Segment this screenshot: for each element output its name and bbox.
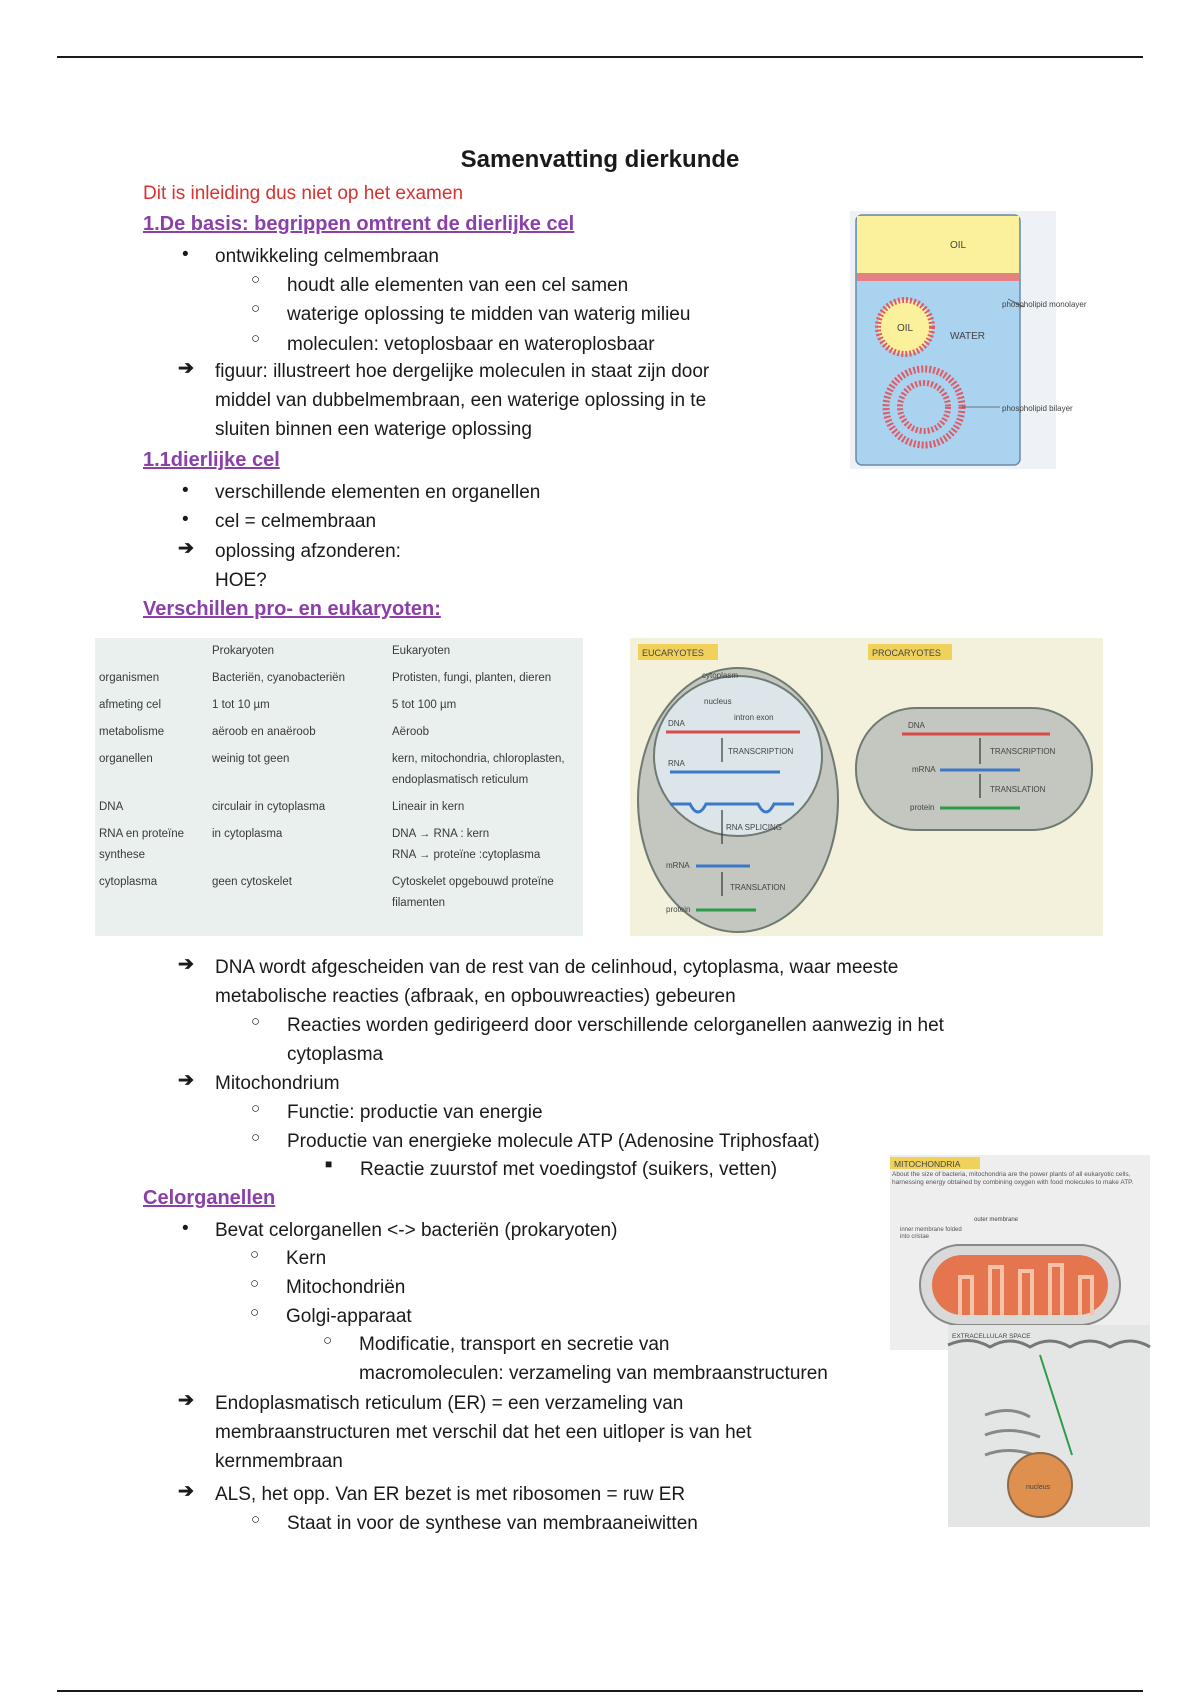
bottom-rule <box>57 1690 1143 1692</box>
text-line: HOE? <box>215 570 267 591</box>
text-line: middel van dubbelmembraan, een waterige oplossing in te <box>215 390 707 411</box>
circle-bullet: ○ <box>251 300 261 317</box>
bullet-dot: • <box>182 480 189 501</box>
arrow-text <box>215 357 795 444</box>
arrow-icon: ➔ <box>178 1070 194 1091</box>
circle-bullet: ○ <box>250 1275 260 1292</box>
text-line: kernmembraan <box>215 1451 343 1472</box>
rna-label: RNA <box>668 759 685 768</box>
mitochondria-figure <box>890 1155 1150 1527</box>
arrow-text: Mitochondrium <box>215 1073 340 1094</box>
monolayer-band <box>857 273 1019 281</box>
monolayer-label: phospholipid monolayer <box>1002 300 1087 309</box>
bilayer-label: phospholipid bilayer <box>1002 404 1073 413</box>
water-label: WATER <box>950 331 985 342</box>
page-title: Samenvatting dierkunde <box>460 146 740 173</box>
cells-diagram <box>630 638 1103 936</box>
sub-sub-bullet-text <box>359 1330 828 1388</box>
table-row <box>95 794 583 821</box>
square-bullet: ■ <box>325 1157 333 1171</box>
text-line: metabolische reacties (afbraak, en opbouwreacties) gebeuren <box>215 986 736 1007</box>
circle-bullet: ○ <box>251 1100 261 1117</box>
arrow-icon: ➔ <box>178 954 194 975</box>
arrow-icon: ➔ <box>178 1390 194 1411</box>
table-row <box>95 869 583 917</box>
table-cell <box>388 821 583 869</box>
euk-label: EUCARYOTES <box>642 648 704 658</box>
bullet-dot: • <box>182 1218 189 1239</box>
extracellular-label: EXTRACELLULAR SPACE <box>952 1333 1031 1340</box>
nucleus <box>654 676 822 836</box>
membrane-figure <box>850 211 1087 469</box>
table-cell: circulair in cytoplasma <box>212 801 326 813</box>
sub-bullet-text: Mitochondriën <box>286 1277 406 1298</box>
mitochondria-diagram <box>890 1155 1150 1527</box>
arrow-text <box>215 1389 752 1476</box>
text-line: membraanstructuren met verschil dat het een uitloper is van het <box>215 1422 752 1443</box>
p-mrna-label: mRNA <box>912 765 936 774</box>
text-line: sluiten binnen een waterige oplossing <box>215 419 532 440</box>
cell-line: DNA → RNA : kern <box>392 828 490 840</box>
cytoplasm-label: cytoplasm <box>702 671 739 680</box>
sub-bullet-text: waterige oplossing te midden van waterig milieu <box>287 304 691 325</box>
text-line: Modificatie, transport en secretie van <box>359 1334 670 1355</box>
table-header: Eukaryoten <box>392 645 451 657</box>
sub-bullet-text: Kern <box>286 1248 327 1269</box>
mrna-label: mRNA <box>666 861 690 870</box>
arrow-text <box>215 537 401 595</box>
table-row <box>95 821 583 869</box>
circle-bullet: ○ <box>250 1304 260 1321</box>
sub-bullet-text: houdt alle elementen van een cel samen <box>287 275 629 296</box>
text-line: macromoleculen: verzameling van membraanstructuren <box>359 1363 828 1384</box>
circle-bullet: ○ <box>251 1129 261 1146</box>
sub-sub-bullet-text: Reactie zuurstof met voedingstof (suikers, vetten) <box>360 1159 778 1180</box>
section-heading-celorganellen: Celorganellen <box>143 1187 276 1209</box>
bullet-text: Bevat celorganellen <-> bacteriën (prokaryoten) <box>215 1220 618 1241</box>
table-cell: aëroob en anaëroob <box>212 726 316 738</box>
table-cell: cytoplasma <box>99 876 158 888</box>
table-cell: weinig tot geen <box>212 753 290 765</box>
sub-bullet-text: Golgi-apparaat <box>286 1306 412 1327</box>
pro-label: PROCARYOTES <box>872 648 941 658</box>
p-translation-label: TRANSLATION <box>990 785 1046 794</box>
text-line: Endoplasmatisch reticulum (ER) = een verzameling van <box>215 1393 684 1414</box>
inner-membrane-label: inner membrane folded into cristae <box>900 1227 962 1240</box>
bullet-dot: • <box>182 244 189 265</box>
bullet-dot: • <box>182 509 189 530</box>
table-header: Prokaryoten <box>212 645 275 657</box>
mito-title: MITOCHONDRIA <box>894 1159 961 1169</box>
table-cell: afmeting cel <box>99 699 162 711</box>
intro-note: Dit is inleiding dus niet op het examen <box>143 183 464 204</box>
table-cell: organismen <box>99 672 160 684</box>
table-cell: organellen <box>99 753 153 765</box>
cells-figure <box>630 638 1103 936</box>
intron-exon-label: intron exon <box>734 713 774 722</box>
table-cell: RNA en proteïne synthese <box>99 828 185 861</box>
section-heading-dierlijke-cel: 1.1dierlijke cel <box>143 449 280 471</box>
bullet-text: cel = celmembraan <box>215 511 377 532</box>
table-cell: kern, mitochondria, chloroplasten, endoplasmatisch reticulum <box>392 753 565 786</box>
table-cell: Bacteriën, cyanobacteriën <box>212 672 345 684</box>
p-transcription-label: TRANSCRIPTION <box>990 747 1056 756</box>
comparison-table-image <box>95 638 583 936</box>
mito-caption: About the size of bacteria, mitochondria are the power plants of all eukaryotic cells, harnessing energy obtained by combining oxygen with food molecules to make ATP. <box>892 1171 1134 1186</box>
circle-bullet: ○ <box>251 1013 261 1030</box>
transcription-label: TRANSCRIPTION <box>728 747 794 756</box>
p-dna-label: DNA <box>908 721 925 730</box>
table-cell: Cytoskelet opgebouwd proteïne filamenten <box>392 876 554 909</box>
section-heading-basis: 1.De basis: begrippen omtrent de dierlijke cel <box>143 213 575 235</box>
table-row <box>95 692 583 719</box>
cell-line: RNA → proteïne :cytoplasma <box>392 849 541 861</box>
circle-bullet: ○ <box>251 271 261 288</box>
table-cell: in cytoplasma <box>212 828 283 840</box>
vesicle-inner <box>900 383 948 431</box>
nucleus-label: nucleus <box>1026 1484 1051 1491</box>
table-row <box>95 638 583 665</box>
text-line: oplossing afzonderen: <box>215 541 401 562</box>
membrane-diagram <box>850 211 1087 469</box>
inner-membrane-box <box>900 1227 970 1247</box>
circle-bullet: ○ <box>251 1511 261 1528</box>
rna-splicing-label: RNA SPLICING <box>726 823 783 832</box>
table-cell: metabolisme <box>99 726 165 738</box>
table-cell: geen cytoskelet <box>212 876 292 888</box>
table-cell: Lineair in kern <box>392 801 465 813</box>
mito-caption-box <box>892 1171 1148 1207</box>
sub-bullet-text: Functie: productie van energie <box>287 1102 543 1123</box>
bullet-text: verschillende elementen en organellen <box>215 482 541 503</box>
text-line: DNA wordt afgescheiden van de rest van de celinhoud, cytoplasma, waar meeste <box>215 957 899 978</box>
table-row <box>95 746 583 794</box>
protein-label: protein <box>666 905 691 914</box>
arrow-icon: ➔ <box>178 538 194 559</box>
section-heading-pro-eukaryoten: Verschillen pro- en eukaryoten: <box>143 598 441 620</box>
outer-membrane-label: outer membrane <box>974 1217 1019 1223</box>
oil-label: OIL <box>950 240 967 251</box>
table-cell: 5 tot 100 µm <box>392 699 457 711</box>
sub-bullet-text <box>287 1011 944 1069</box>
table-row <box>95 665 583 692</box>
sub-bullet-text: Staat in voor de synthese van membraaneiwitten <box>287 1513 698 1534</box>
p-protein-label: protein <box>910 803 935 812</box>
text-line: Reacties worden gedirigeerd door verschillende celorganellen aanwezig in het <box>287 1015 944 1036</box>
oil-layer <box>857 216 1019 276</box>
translation-label: TRANSLATION <box>730 883 786 892</box>
sub-bullet-text: Productie van energieke molecule ATP (Adenosine Triphosfaat) <box>287 1131 820 1152</box>
nucleus-label: nucleus <box>704 697 732 706</box>
sub-bullet-text: moleculen: vetoplosbaar en wateroplosbaar <box>287 334 655 355</box>
arrow-text: ALS, het opp. Van ER bezet is met ribosomen = ruw ER <box>215 1484 686 1505</box>
circle-bullet: ○ <box>323 1332 333 1349</box>
table-row <box>95 719 583 746</box>
oil-drop-label: OIL <box>897 323 914 334</box>
text-line: figuur: illustreert hoe dergelijke moleculen in staat zijn door <box>215 361 710 382</box>
bullet-text: ontwikkeling celmembraan <box>215 246 439 267</box>
text-line: cytoplasma <box>287 1044 384 1065</box>
arrow-icon: ➔ <box>178 358 194 379</box>
comparison-table <box>95 638 583 917</box>
circle-bullet: ○ <box>250 1246 260 1263</box>
table-cell: DNA <box>99 801 124 813</box>
table-cell: 1 tot 10 µm <box>212 699 270 711</box>
top-rule <box>57 56 1143 58</box>
arrow-text <box>215 953 898 1011</box>
table-cell: Aëroob <box>392 726 430 738</box>
dna-label: DNA <box>668 719 685 728</box>
arrow-icon: ➔ <box>178 1481 194 1502</box>
table-cell: Protisten, fungi, planten, dieren <box>392 672 552 684</box>
circle-bullet: ○ <box>251 330 261 347</box>
